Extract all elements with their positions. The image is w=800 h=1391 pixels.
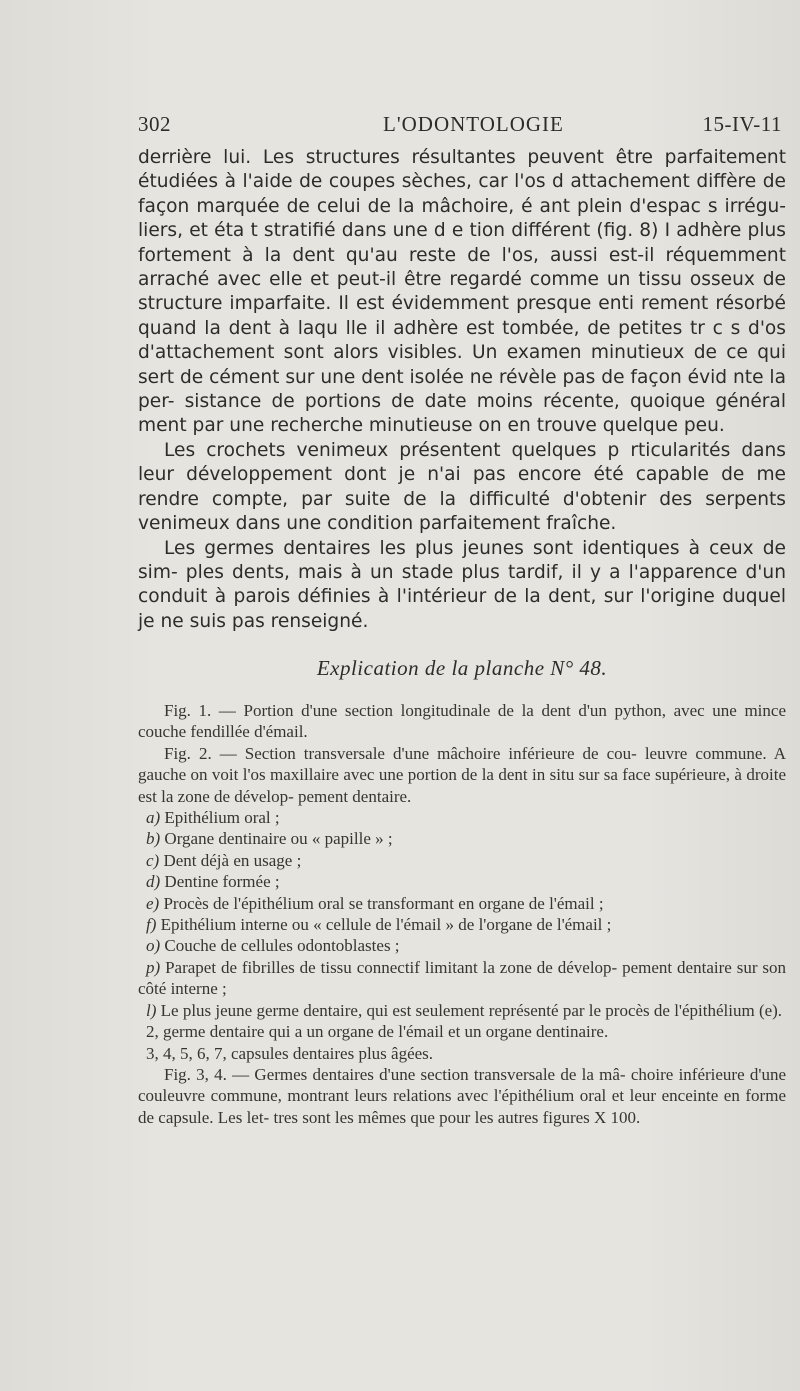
legend-item-text: Dent déjà en usage ; — [163, 850, 302, 870]
legend-item — [138, 828, 786, 849]
paragraph-1: derrière lui. Les structures résultantes peuvent être parfaitement étudiées à l'aide de coupes sèches, car l'os d attachement diffère de façon marquée de celui de la mâchoire, é ant plein d'espac s irrégu- liers, et éta t stratifié dans une d e tion différent (fig. 8) I adhère plus fortement à la dent qu'au reste de l'os, aussi est-il réquemment arraché avec elle et peut-il être regardé comme un tissu osseux de structure imparfaite. Il est évidemment presque enti rement résorbé quand la dent à laqu lle il adhère est tombée, de petites tr c s d'os d'attachement sont alors visibles. Un examen minutieux de ce qui sert de cément sur une dent isolée ne révèle pas de façon évid nte la per- sistance de portions de date moins récente, quoique général ment par une recherche minutieuse on en trouve quelque peu. — [138, 147, 786, 437]
legend-item — [138, 807, 786, 828]
legend-item-text: Le plus jeune germe dentaire, qui est seulement représenté par le procès de l'épithélium (e). — [160, 1000, 783, 1020]
legend-item-text: Parapet de fibrilles de tissu connectif limitant la zone de dévelop- pement dentaire sur son côté interne ; — [138, 957, 786, 999]
legend-item-key: a) — [146, 808, 161, 828]
legend-fig1: Fig. 1. — Portion d'une section longitudinale de la dent d'un python, avec une mince couche fendillée d'émail. — [138, 701, 786, 742]
legend-item-text: Couche de cellules odontoblastes ; — [164, 936, 400, 956]
legend-item — [138, 893, 786, 914]
paragraph-3: Les germes dentaires les plus jeunes sont identiques à ceux de sim- ples dents, mais à un stade plus tardif, il y a l'apparence d'un conduit à parois définies à l'intérieur de la dent, sur l'origine duquel je ne suis pas renseigné. — [138, 537, 786, 632]
legend-item-text: Epithélium interne ou « cellule de l'émail » de l'organe de l'émail ; — [160, 915, 612, 935]
legend-item-key: p) — [146, 957, 161, 977]
plate-legend — [138, 700, 786, 1128]
legend-item-key: b) — [146, 829, 161, 849]
plate-caption-title: Explication de la planche N° 48. — [316, 656, 608, 680]
running-header — [138, 112, 782, 142]
legend-item-text: Epithélium oral ; — [164, 808, 280, 828]
legend-item — [138, 935, 786, 956]
paragraph-2: Les crochets venimeux présentent quelques p rticularités dans leur développement dont je n'ai pas encore été capable de me rendre compte, par suite de la difficulté d'obtenir des serpents venimeux dans une condition parfaitement fraîche. — [138, 439, 786, 535]
legend-item-key: o) — [146, 936, 161, 956]
legend-item — [138, 871, 786, 892]
legend-line-2: 2, germe dentaire qui a un organe de l'émail et un organe dentinaire. — [146, 1022, 609, 1042]
legend-item — [138, 957, 786, 1000]
legend-item — [138, 850, 786, 871]
legend-item-text: Procès de l'épithélium oral se transformant en organe de l'émail ; — [163, 893, 604, 913]
legend-item-key: c) — [146, 850, 160, 870]
legend-fig34: Fig. 3, 4. — Germes dentaires d'une section transversale de la mâ- choire inférieure d'une couleuvre commune, montrant leurs relations avec l'épithélium oral et leur enceinte en forme de capsule. Les let- tres sont les mêmes que pour les autres figures X 100. — [138, 1064, 786, 1127]
legend-item — [138, 914, 786, 935]
legend-item-text: Dentine formée ; — [164, 872, 280, 892]
legend-item-key: f) — [146, 915, 157, 935]
legend-item-text: Organe dentinaire ou « papille » ; — [164, 829, 393, 849]
running-title: L'ODONTOLOGIE — [383, 112, 564, 136]
page-number: 302 — [138, 112, 171, 136]
legend-item-key: d) — [146, 872, 161, 892]
main-text — [138, 146, 786, 634]
issue-date: 15-IV-11 — [702, 112, 782, 136]
legend-item — [138, 1000, 786, 1021]
legend-item-key: e) — [146, 893, 160, 913]
legend-line-3: 3, 4, 5, 6, 7, capsules dentaires plus âgées. — [146, 1043, 434, 1063]
legend-item-key: l) — [146, 1000, 157, 1020]
legend-fig2: Fig. 2. — Section transversale d'une mâchoire inférieure de cou- leuvre commune. A gauche on voit l'os maxillaire avec une portion de la dent in situ sur sa face supérieure, à droite est la zone de dévelop- pement dentaire. — [138, 743, 786, 806]
